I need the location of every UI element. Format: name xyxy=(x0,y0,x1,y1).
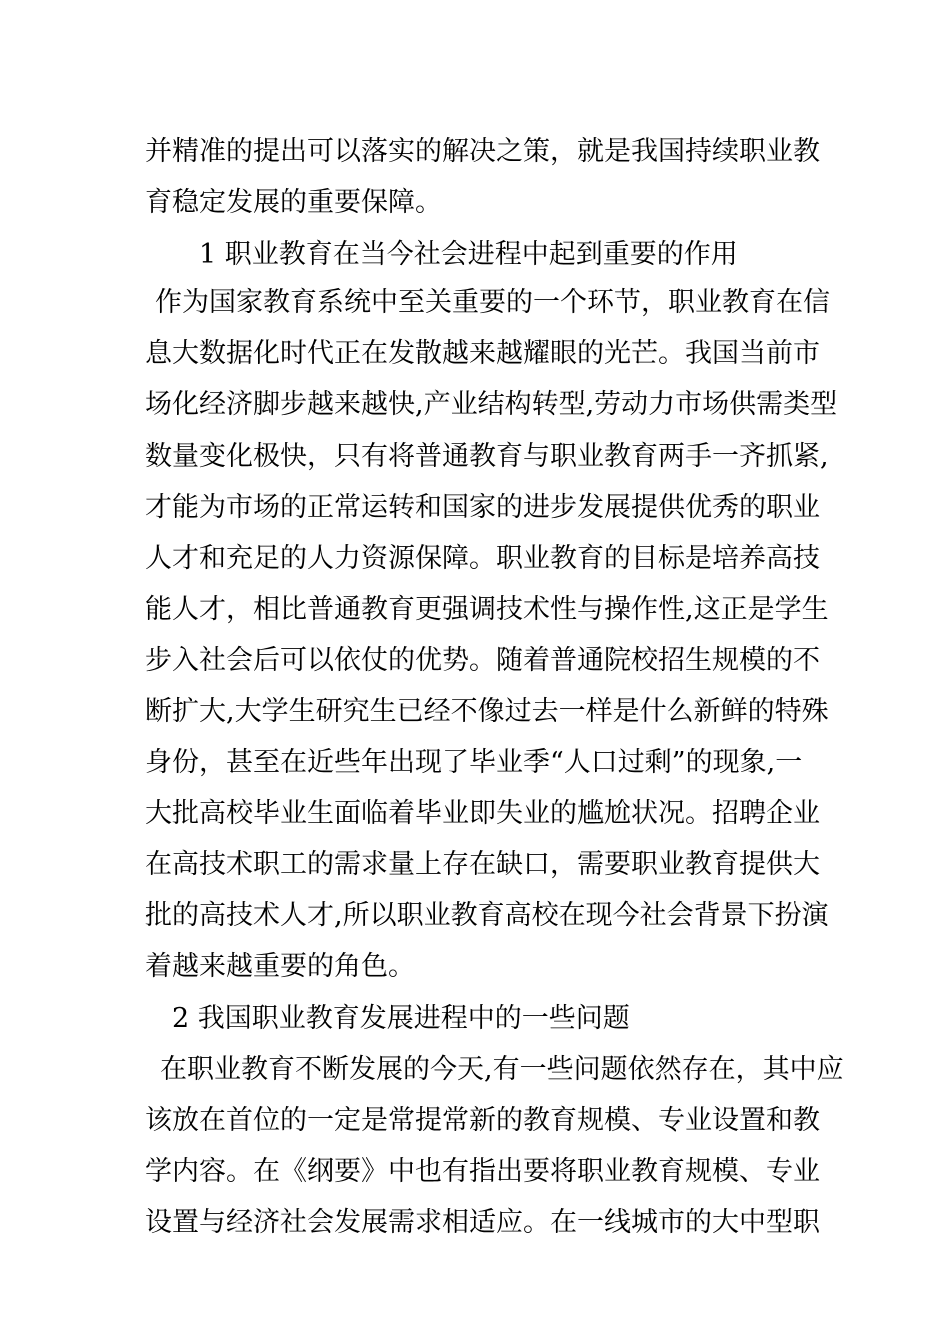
text-line: 着越来越重要的角色。 xyxy=(145,951,415,982)
text-line: 并精准的提出可以落实的解决之策，就是我国持续职业教 xyxy=(145,136,820,167)
text-line: 身份，甚至在近些年出现了毕业季“人口过剩”的现象,一 xyxy=(145,747,803,778)
text-line: 大批高校毕业生面临着毕业即失业的尴尬状况。招聘企业 xyxy=(145,798,820,829)
text-line: 学内容。在《纲要》中也有指出要将职业教育规模、专业 xyxy=(145,1156,820,1187)
text-line: 作为国家教育系统中至关重要的一个环节，职业教育在信 xyxy=(155,287,830,318)
text-line: 能人才，相比普通教育更强调技术性与操作性,这正是学生 xyxy=(145,594,829,625)
text-line: 数量变化极快，只有将普通教育与职业教育两手一齐抓紧, xyxy=(145,441,829,472)
text-line: 批的高技术人才,所以职业教育高校在现今社会背景下扮演 xyxy=(145,900,829,931)
section-heading-1: 1 职业教育在当今社会进程中起到重要的作用 xyxy=(199,239,738,270)
text-line: 步入社会后可以依仗的优势。随着普通院校招生规模的不 xyxy=(145,645,820,676)
text-line: 在高技术职工的需求量上存在缺口，需要职业教育提供大 xyxy=(145,849,820,880)
text-line: 场化经济脚步越来越快,产业结构转型,劳动力市场供需类型 xyxy=(145,389,838,420)
text-line: 育稳定发展的重要保障。 xyxy=(145,187,442,218)
text-line: 人才和充足的人力资源保障。职业教育的目标是培养高技 xyxy=(145,543,820,574)
text-line: 断扩大,大学生研究生已经不像过去一样是什么新鲜的特殊 xyxy=(145,696,829,727)
section-heading-2: 2 我国职业教育发展进程中的一些问题 xyxy=(172,1003,630,1034)
text-line: 才能为市场的正常运转和国家的进步发展提供优秀的职业 xyxy=(145,492,820,523)
text-line: 息大数据化时代正在发散越来越耀眼的光芒。我国当前市 xyxy=(145,338,820,369)
text-line: 在职业教育不断发展的今天,有一些问题依然存在，其中应 xyxy=(160,1054,844,1085)
text-line: 设置与经济社会发展需求相适应。在一线城市的大中型职 xyxy=(145,1207,820,1238)
text-line: 该放在首位的一定是常提常新的教育规模、专业设置和教 xyxy=(145,1105,820,1136)
